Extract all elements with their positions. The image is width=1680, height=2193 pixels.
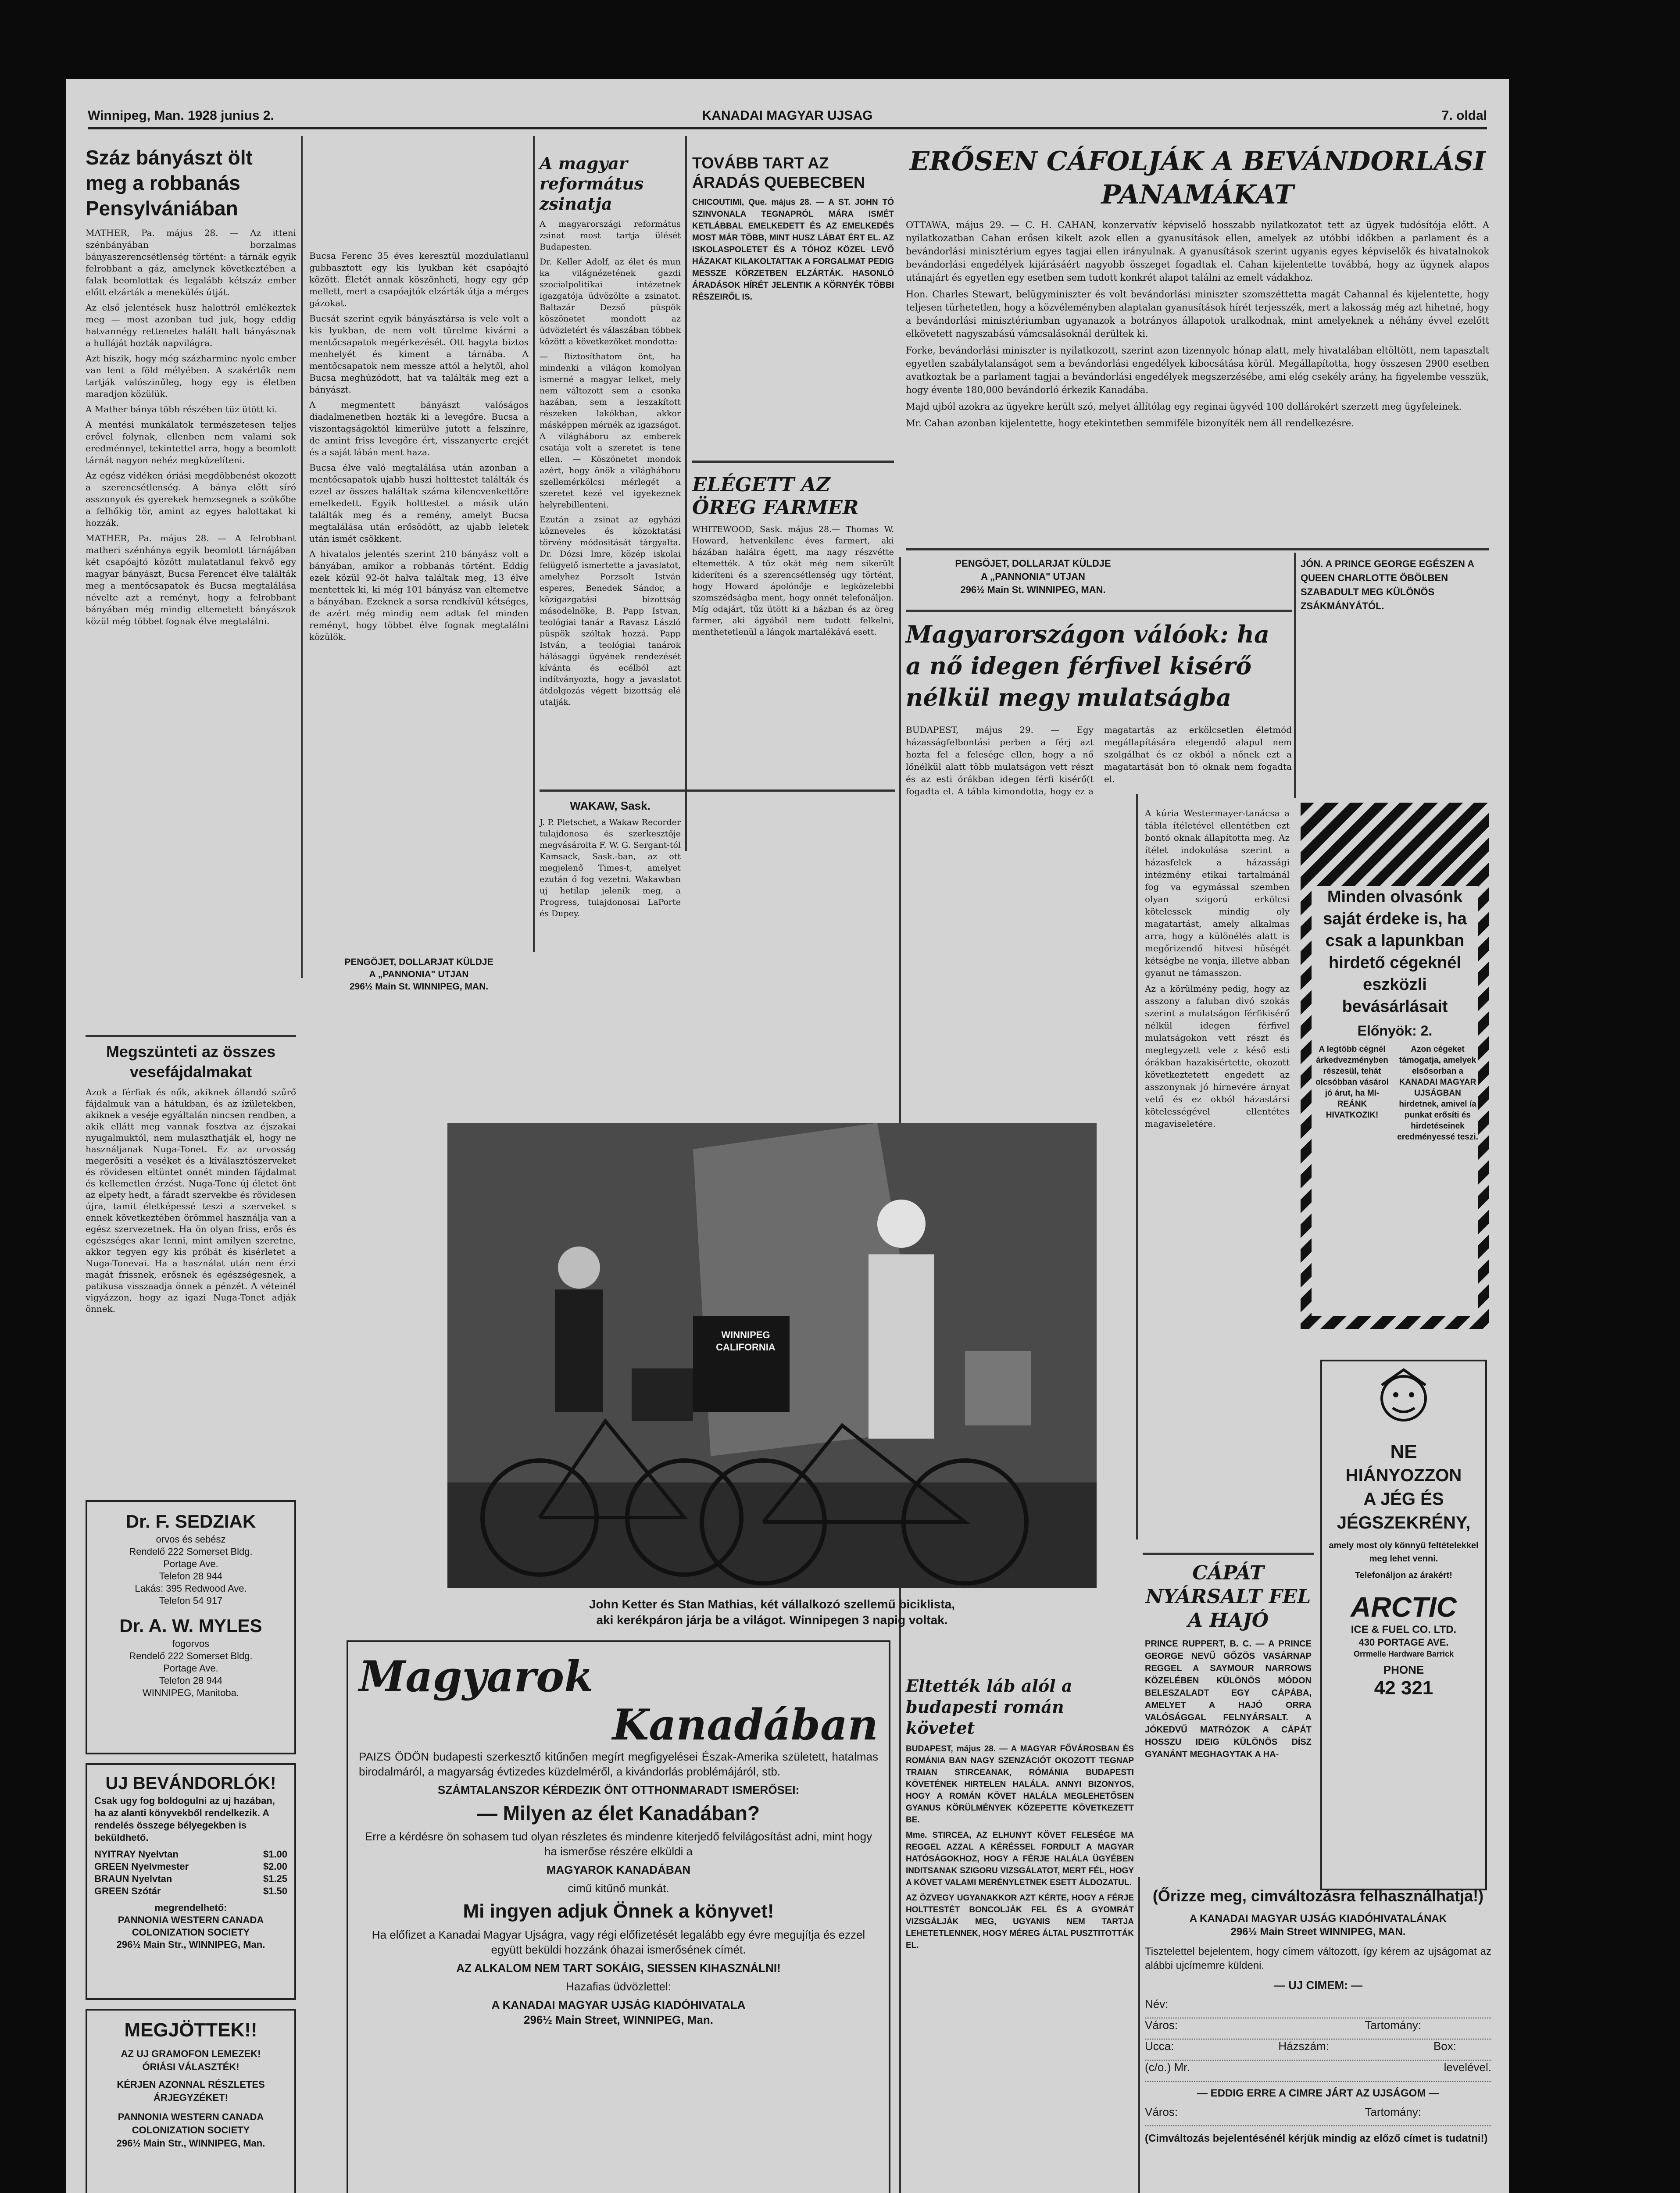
book-answer: Erre a kérdésre ön sohasem tud olyan részletes és mindenre kiterjedő felvilágosítást adni, mint hogy ha ismerőse részére elküldi a [365, 1830, 872, 1858]
mining-title: Száz bányászt ölt meg a robbanás Pensylvániában [86, 146, 253, 220]
header-masthead: KANADAI MAGYAR UJSAG [702, 108, 873, 123]
reformed-p2: Dr. Keller Adolf, az élet és mun ka világnézetének gazdi szocialpolitikai intézetnek igazgatója üdvözölte a zsinatot. Baltazár Dezső püspök köszönetet mondott az üdvözletért és válaszában többek között a következőket mondotta: [540, 257, 681, 346]
panama-p2: Hon. Charles Stewart, belügyminiszter és volt bevándorlási miniszter szomszéttetta magát Cahannal és kijelentette, hogy teljesen türhetetlen, hogy a közvéleményben alaptalan gyanusítások hírét terjesszék, mert a lakosság még azt hihetné, hogy a bevándorlási minisztériumban ugyanazok a botrányos állapotok uralkodnak, mint amelyeknek a néhány évvel ezelőtt elkövetett nagyszabású vámcsalásoknál derültek ki. [906, 289, 1489, 339]
book-greeting: Hazafias üdvözlettel: [566, 1980, 671, 1993]
caption-line2: aki kerékpáron járja be a világot. Winnipegen 3 napig voltak. [596, 1613, 948, 1627]
pannonia-line2: A „PANNONIA" UTJAN [981, 571, 1085, 582]
address-change-form [1145, 1886, 1491, 2146]
mining-cont-p4: Bucsa élve való megtalálása után azonban a mentőcsapatok ujabb huszi holttestet találták és ezzel az összes haláltak száma kilencvenkettőre emelkedett. Egyik holttestet a másik után találták meg és a remény, amelyt Bucsa megtalálása után erősödött, az ujabb leletek után ismét csökkent. [309, 462, 529, 544]
doctor1-title: orvos és sebész [156, 1534, 226, 1545]
arctic-line5: amely most oly könnyű feltételekkel meg lehet venni. [1329, 1541, 1479, 1564]
old-city-label[interactable]: Város: [1145, 2105, 1178, 2118]
readers-subtitle: Előnyök: 2. [1357, 1023, 1433, 1039]
book-price-row [94, 1885, 287, 1897]
nugatone-title: Megszünteti az összes vesefájdalmakat [106, 1043, 276, 1081]
records-ad [86, 2009, 296, 2193]
nugatone-body: Azok a férfiak és nők, akiknek állandó szűrő fájdalmuk van a hátukban, és az ízületekben, akiknek a veséje egyáltalán nincsen rendben, a akik ellátt meg vannak fosztva az éjszakai nyugalmuktól, nem mulaszthatják el, hogy ne használjanak Nuga-Tonet. Ez az orvosság megerősíti a veséket és a kiválasztószerveket és rövidesen eltüntet onnét minden fájdalmat és kellemetlen érzést. Nuga-Tone új életet önt az elpety hedt, a fáradt szervekbe és rövidesen újra, tamit életképessé teszi a szerveket s ennek következtében örömmel használja van a egész szervezetnek. Ha ön olyan friss, erős és egészséges akar lenni, mint amilyen szeretne, akkor tegyen egy kis próbát és kisérletet a Nuga-Tonevai. Ha a használat után nem érzi magát frissnek, erősnek és egészségesnek, a patikusa visszaadja önnek a pénzét. A véteinél vigyázzon, hogy az igazi Nuga-Tonet adják önnek. [86, 1087, 296, 1314]
arctic-line2: HIÁNYOZZON [1345, 1466, 1462, 1485]
arctic-company: ICE & FUEL CO. LTD. [1351, 1624, 1457, 1636]
book-publisher: A KANADAI MAGYAR UJSÁG KIADÓHIVATALA [491, 1998, 746, 2011]
address-form-title: (Őrizze meg, cimváltozásra felhasználhatja!) [1152, 1887, 1484, 1905]
readers-benefit-2: Azon cégeket támogatja, amelyek elsősorban a KANADAI MAGYAR UJSÁGBAN hirdetnek, amivel ía punkat erősíti és hirdetéseinek eredményessé teszi. [1397, 1045, 1478, 1142]
books-title: UJ BEVÁNDORLÓK! [105, 1774, 276, 1793]
books-address: 296½ Main Str., WINNIPEG, Man. [116, 1939, 265, 1950]
reformed-article [540, 154, 681, 711]
address-form-to1: A KANADAI MAGYAR UJSÁG KIADÓHIVATALÁNAK [1189, 1913, 1447, 1925]
book-price-label: $1.50 [263, 1886, 287, 1897]
column-rule [1136, 794, 1138, 1539]
book-question: — Milyen az élet Kanadában? [477, 1802, 760, 1825]
column-rule [1294, 553, 1296, 798]
book-conditions: Ha előfizet a Kanadai Magyar Ujságra, vagy régi előfizetését legalább egy évre megujítja és ezzel együtt beküldi hozzánk óhazai ismerősének címét. [372, 1928, 865, 1956]
book-price-label: $1.00 [263, 1849, 287, 1860]
old-province-label[interactable]: Tartomány: [1365, 2105, 1421, 2118]
pannonia-ad-1 [309, 956, 529, 993]
shark-article [1145, 1561, 1312, 1761]
mining-p3: Azt hiszik, hogy még százharminc nyolc ember van lent a föld mélyében. A szakértők nem tartják valószinűleg, hogy egy is életben maradjon közülük. [86, 353, 296, 399]
book-name-label: GREEN Nyelvmester [94, 1861, 189, 1872]
panama-article [906, 145, 1489, 433]
divorce-article [906, 618, 1292, 719]
mining-cont-p2: Bucsát szerint egyik bányásztársa is vele volt a kis lyukban, de nem volt türelme kivárni a mentőcsapatok megérkezését. Ott hagyta biztos menhelyét és kiment a tárnába. A mentőcsapatok nem messze attól a helytől, ahol Bucsa meghúzódott, hat va találták meg ezt a bányászt. [309, 313, 529, 395]
book-title1: Magyarok [359, 1652, 593, 1701]
arctic-brand: ARCTIC [1351, 1591, 1457, 1623]
mining-p7: MATHER, Pa. május 28. — A felrobbant matheri szénhánya egyik beomlott tárnájában két csapóajtó között mulatatlanul fekvő egy magyar bányászt, Bucsa Ferencet élve találták meg a mentőcsapatok és Bucsa megtalálása névelte azt a reményt, hogy a felrobbant bányában még mindig eltemetett bányászok közül még többet fognak élve megtalálni. [86, 533, 296, 626]
book-free-offer: Mi ingyen adjuk Önnek a könyvet! [463, 1900, 774, 1922]
doctor2-street: Portage Ave. [163, 1663, 218, 1674]
romanian-title: Eltették láb alól a budapesti román követet [906, 1676, 1072, 1738]
new-address-heading: — UJ CIMEM: — [1273, 1979, 1363, 1992]
romanian-envoy-article [906, 1675, 1134, 1955]
pannonia-line3: 296½ Main St. WINNIPEG, MAN. [960, 584, 1106, 595]
province-label[interactable]: Tartomány: [1365, 2018, 1421, 2032]
arctic-ad [1320, 1360, 1487, 1890]
doctors-ad [86, 1500, 296, 1754]
doctor1-office: Rendelő 222 Somerset Bldg. [129, 1546, 253, 1557]
divider [906, 548, 1489, 550]
doctor1-phone: Telefon 28 944 [159, 1571, 223, 1582]
reformed-p3: — Biztosíthatom önt, ha mindenki a világon komolyan ismerné a magyar lelket, mely nem változott sem a csonka hazában, sem a leszakított részeken lakókban, akkor másképpen mérnék az igazságot. A világháboru az emberek csatája volt a szeretet is tene ellen. — Köszönetet mondok azért, hogy önök a világháboru szellemérkölcsi mérlegét a szeretet kezé vel igyekeznek helyrebillenteni. [540, 352, 681, 510]
address-form-intro: Tisztelettel bejelentem, hogy címem változott, így kérem az ujságomat az alábbi ujcímemre küldeni. [1145, 1946, 1491, 1972]
wakaw-article [540, 798, 681, 923]
mining-cont-p3: A megmentett bányászt valóságos diadalmenetben hozták ki a levegőre. Bucsa a viszontagságoktól kimerülve jutott a felszínre, de amint friss levegőre ért, visszanyerte erejét és a saját lábán ment haza. [309, 400, 529, 457]
doctor2-phone: Telefon 28 944 [159, 1675, 223, 1686]
panama-p5: Mr. Cahan azonban kijelentette, hogy etekintetben semmiféle bizonyíték nem áll rendelkezésre. [906, 418, 1355, 429]
divorce-p3: Az a körülmény pedig, hogy az asszony a faluban divó szokás szerint a mulatságon férfikisérő nélkül idegen férfivel mulatságokon vett részt és megtegyzett vele z késő esti órákban hazakisértette, okozott következtetett engedett az asszonynak jó hírnevére árnyat vető és ez okból házastársi kötelességével ellentétes magaviseletére. [1145, 983, 1290, 1129]
arctic-address2: Orrmelle Hardware Barrick [1353, 1650, 1454, 1658]
street-row [1145, 2039, 1491, 2061]
doctor2-office: Rendelő 222 Somerset Bldg. [129, 1650, 253, 1661]
book-question-intro: SZÁMTALANSZOR KÉRDEZIK ÖNT OTTHONMARADT ISMERŐSEI: [437, 1783, 800, 1797]
reformed-p1: A magyarországi református zsinat most tartja ülését Budapesten. [540, 219, 681, 252]
doctor1-street: Portage Ave. [163, 1558, 218, 1569]
records-line2: ÓRIÁSI VÁLASZTÉK! [142, 2061, 239, 2072]
photo-caption [447, 1597, 1097, 1628]
pannonia-line3: 296½ Main St. WINNIPEG, MAN. [349, 982, 489, 992]
panama-p3: Forke, bevándorlási miniszter is nyilatkozott, szerint azon tizennyolc hónap alatt, mely hivatalában eltöltött, nem tapasztalt egyetlen szabálytalanságot sem a bevándorlási engedélyek kibocsátása körül. Megállapította, hogy összesen 2900 esetben avatkoztak be a parlament tagjai a bevándorlási engedélyek megszerzésébe, ami elég csekély arány, ha figyelembe vesszük, hogy évente 180,000 bevándorló érkezik Kanadába. [906, 345, 1489, 395]
caption-line1: John Ketter és Stan Mathias, két vállalkozó szellemű biciklista, [589, 1597, 955, 1611]
farmer-article [692, 474, 894, 641]
arctic-line3: A JÉG ÉS [1363, 1489, 1444, 1509]
divider [86, 1035, 296, 1037]
mining-p2: Az első jelentések husz halottról emlékeztek meg — most azonban tud juk, hogy eddig hatvannégy rettenetes halált halt bányásznak a hulláját hozták napvilágra. [86, 302, 296, 348]
newspaper-page [66, 79, 1509, 2193]
column-rule [301, 136, 303, 978]
records-address: 296½ Main Str., WINNIPEG, Man. [116, 2138, 265, 2149]
doctor1-home: Lakás: 395 Redwood Ave. [135, 1583, 247, 1594]
divider [540, 789, 895, 792]
mining-article-cont [309, 250, 529, 646]
book-price-label: $2.00 [263, 1861, 287, 1872]
divorce-p1: BUDAPEST, május 29. — Egy házasságfelbontási perben a férj azt hozta fel a felesége ellen, hogy a nő lőnélkül alatt több mulatságon vett részt és az esti órákban idegen férfi kisérő(t fogadta el. A tábla kimondotta, hogy ez a magatartás az erkölcsetlen életmód megállapítására elegendő alapul nem szolgálhat és ez okból a nőnek ezt a magatartását bon tó oknak nem fogadta el. [906, 725, 1292, 796]
mining-cont-p1: Bucsa Ferenc 35 éves keresztül mozdulatlanul gubbasztott egy kis lyukban két csapóajtó között. Életét annak köszönheti, hogy egy gép mellett, mert a csapóajtók elzárták útja a mérges gázokat. [309, 250, 529, 308]
doctor2-city: WINNIPEG, Manitoba. [142, 1687, 239, 1698]
column-rule [899, 1544, 901, 2193]
book-price-label: $1.25 [263, 1873, 287, 1884]
divorce-body [1145, 807, 1290, 1133]
panama-title: ERŐSEN CÁFOLJÁK A BEVÁNDORLÁSI PANAMÁKAT [909, 146, 1486, 210]
page-header [88, 103, 1487, 129]
arctic-line6: Telefonáljon az árakért! [1355, 1571, 1452, 1580]
divider [692, 461, 894, 463]
quebec-title: TOVÁBB TART AZ ÁRADÁS QUEBECBEN [692, 154, 865, 191]
books-list [94, 1848, 287, 1897]
romanian-p2: Mme. STIRCEA, AZ ELHUNYT KÖVET FELESÉGE MA REGGEL AZZAL A KÉRÉSSEL FORDULT A MAGYAR HATÓSÁGOKHOZ, HOGY A FÉRJE HALÁLA ÜGYÉBEN INDITSANAK SZIGORU VIZSGÁLATOT, MERT FÉL, HOGY A KÖVET VALAMI MERÉNYLETNEK ESETT ÁLDOZATUL. [906, 1831, 1134, 1887]
doctor1-name: Dr. F. SEDZIAK [125, 1511, 256, 1532]
mining-p4: A Mather bánya több részében tüz ütött ki. [86, 404, 278, 414]
records-line3: KÉRJEN AZONNAL RÉSZLETES ÁRJEGYZÉKET! [117, 2079, 265, 2103]
divorce-p2: A kúria Westermayer-tanácsa a tábla ítéletével ellentétben ezt bontó oknak állapította meg. Az ítélet indokolása szerint a házasfelek a házassági intézmény etikai tartalmánál fog va egymással szemben olyan szigorú erkölcsi kötelessek mindig oly magatartást, amely alkalmas arra, hogy a különélés alatt is megőrizendő hitvesi hűségét kétségbe ne vonja, illetve abban gyanut ne támasszon. [1145, 808, 1290, 978]
arctic-line4: JÉGSZEKRÉNY, [1337, 1513, 1471, 1532]
old-address-heading: — EDDIG ERRE A CIMRE JÁRT AZ UJSÁGOM — [1197, 2087, 1440, 2099]
care-of-row [1145, 2061, 1491, 2082]
divider [1143, 1553, 1314, 1555]
book-address: 296½ Main Street, WINNIPEG, Man. [524, 2013, 713, 2026]
shark-cont-text: JÓN. A PRINCE GEORGE EGÉSZEN A QUEEN CHARLOTTE ÖBÖLBEN SZABADULT MEG KÜLÖNÖS ZSÁKMÁNYÁTÓL. [1301, 558, 1474, 611]
divorce-lead [906, 724, 1292, 801]
city-province-row [1145, 2018, 1491, 2039]
name-field[interactable] [1145, 1997, 1491, 2018]
shark-title: CÁPÁT NYÁRSALT FEL A HAJÓ [1145, 1562, 1311, 1632]
arctic-line1: NE [1390, 1441, 1417, 1462]
quebec-article [692, 154, 894, 303]
divorce-title: Magyarországon válóok: ha a nő idegen férfivel kisérő nélkül megy mulatságba [906, 620, 1270, 711]
doctor2-name: Dr. A. W. MYLES [119, 1615, 262, 1636]
records-line1: AZ UJ GRAMOFON LEMEZEK! [121, 2048, 261, 2059]
mining-p5: A mentési munkálatok természetesen teljes erővel folynak, ellenben nem valami sok eredménnyel, tekintettel arra, hogy a beomlott tárnát nagyon nehéz megközelíteni. [86, 419, 296, 465]
farmer-body: WHITEWOOD, Sask. május 28.— Thomas W. Howard, hetvenkilenc éves farmert, aki házában halálra égett, ma nagy részvétte eltemették. A tűz okát még nem sikerült kideríteni és a szerencsétlenség ugy történt, hogy Howard ápolónője e legközelebbi szomszédságba ment, hogy onnét telefonáljon. Míg odajárt, tűz ütött ki a házban és az öreg farmer, aki ágyából nem tudott felkelni, menthetetlenül a lángok martalékává esett. [692, 525, 894, 637]
mining-p6: Az egész vidéken óriási megdöbbenést okozott a szerencsétlenség. A bánya előtt síró asszonyok és gyerekek hemzsegnek a szökőbe a felhőkig tör, amint az egyes halottakat ki hozzák. [86, 470, 296, 528]
street-label[interactable]: Ucca: [1145, 2039, 1174, 2053]
farmer-title: ELÉGETT AZ ÖREG FARMER [692, 474, 859, 519]
ice-man-icon [1364, 1368, 1443, 1438]
arctic-phone: 42 321 [1374, 1677, 1433, 1699]
records-title: MEGJÖTTEK!! [124, 2019, 257, 2041]
book-price-row [94, 1873, 287, 1885]
wakaw-title: WAKAW, Sask. [570, 799, 651, 812]
book-desc: PAIZS ÖDÖN budapesti szerkesztő kitűnően megírt megfigyelései Észak-Amerika született, hatalmas birodalmáról, a magyarság évtizedes küzdelméről, a kivándorlás problémájáról, stb. [359, 1750, 878, 1778]
book-name-sub: cimű kitűnő munkát. [568, 1882, 669, 1895]
book-price-row [94, 1848, 287, 1861]
bicycle-sign: WINNIPEG CALIFORNIA [716, 1329, 776, 1353]
book-hurry: AZ ALKALOM NEM TART SOKÁIG, SIESSEN KIHASZNÁLNI! [456, 1961, 781, 1975]
old-city-row [1145, 2105, 1491, 2126]
book-name-label: GREEN Szótár [94, 1886, 161, 1897]
pannonia-line1: PENGÖJET, DOLLARJAT KÜLDJE [955, 558, 1111, 569]
records-society: PANNONIA WESTERN CANADA COLONIZATION SOCIETY [118, 2111, 264, 2136]
romanian-p3: AZ ÖZVEGY UGYANAKKOR AZT KÉRTE, HOGY A FÉRJE HOLTTESTÉT BONCOLJÁK FEL ÉS A GYOMRÁT VIZSGÁLJÁK MEG, UGYANIS NEM TARTJA LEHETETLENNEK, HOGY MÉREG ÁLTAL PUSZTITOTTÁK EL. [906, 1893, 1134, 1950]
cyclists-illustration [447, 1123, 1097, 1588]
name-label: Név: [1145, 1997, 1169, 2011]
book-name: MAGYAROK KANADÁBAN [546, 1863, 691, 1876]
care-of-suffix: levelével. [1444, 2061, 1491, 2074]
column-rule [533, 136, 535, 952]
books-order-label: megrendelhető: [154, 1902, 227, 1913]
book-name-label: BRAUN Nyelvtan [94, 1873, 172, 1884]
doctor1-home-phone: Telefon 54 917 [159, 1595, 223, 1606]
reformed-p4: Ezután a zsinat az egyházi közneveles és közoktatási törvény módositását tárgyalta. Dr. Dózsi Imre, közép iskolai felügyelő ismertette a javaslatot, amelyhez Porzsolt István esperes, Benedek Sándor, a közigazgatási bizottság másodelnöke, B. Papp Istvan, teológiai tanár a Ravasz László püspök szóltak hozzá. Papp István, a teológiai tanárok hálásaggi ügyének rendezését kívánta és ecélból azt indítványozta, hogy a javaslatot átdolgozás végett bizottság elé utalják. [540, 515, 681, 707]
books-ad [86, 1763, 296, 2000]
city-label[interactable]: Város: [1145, 2018, 1178, 2032]
books-intro: Csak ugy fog boldogulni az uj hazában, ha az alanti könyvekből rendelkezik. A rendelés összege bélyegekben is beküldhető. [94, 1795, 275, 1843]
reformed-title: A magyar református zsinatja [540, 154, 644, 214]
mining-article [86, 145, 296, 631]
column-rule [1138, 1877, 1140, 2193]
quebec-body: CHICOUTIMI, Que. május 28. — A ST. JOHN TÓ SZINVONALA TEGNAPRÓL MÁRA ISMÉT KETLÁBBAL EMELKEDETT ÉS AZ EMELKEDÉS MOST MÁR TÖBB, MINT HUSZ LÁBAT ÉRT EL. AZ ISKOLASPOLETET ÉS A TÓHOZ KÖZEL LEVŐ HÁZAKAT KILAKOLTATTAK A FORGALMAT PEDIG MESSZE KÖRZETBEN ELZÁRTÁK. HASONLÓ ÁRADÁSOK HÍRÉT JELENTIK A KÖRNYÉK TÖBBI RÉSZEIRŐL IS. [692, 198, 894, 302]
pannonia-line1: PENGÖJET, DOLLARJAT KÜLDJE [344, 957, 493, 967]
books-society: PANNONIA WESTERN CANADA COLONIZATION SOCIETY [118, 1914, 264, 1938]
mining-cont-p5: A hivatalos jelentés szerint 210 bányász volt a bányában, amikor a robbanás történt. Eddig ezek közül 92-öt halva találtak meg, 13 élve mentettek ki, ki még 101 bányász van eltemetve a bányában. Ezeknek a sorsa rendkívül kétséges, de azért még mindig nem adtak fel minden reményt, hogy többet élve fognak megtalálni közülök. [309, 549, 529, 642]
care-of-label[interactable]: (c/o.) Mr. [1145, 2061, 1190, 2074]
wakaw-body: J. P. Pletschet, a Wakaw Recorder tulajdonosa és szerkesztője megvásárolta F. W. G. Sergant-tól Kamsack, Sask.-ban, az ott megjelenő Times-t, amelyet ezután ő fog vezetni. Wakawban uj hetilap jelenik meg, a Progress, tulajdonosai LaPorte és Dupey. [540, 818, 681, 918]
arctic-address: 430 PORTAGE AVE. [1358, 1637, 1449, 1648]
pannonia-ad-2 [906, 557, 1160, 596]
pannonia-line2: A „PANNONIA" UTJAN [369, 969, 469, 979]
romanian-p1: BUDAPEST, május 28. — A MAGYAR FŐVÁROSBAN ÉS ROMÁNIA BAN NAGY SZENZÁCIÓT OKOZOTT TEGNAP TRAIAN STIRCEANAK, RÓMÁNIA BUDAPESTI KÖVETÉNEK HIRTELEN HALÁLA. ANNYI BIZONYOS, HOGY A ROMÁN KÖVET HALÁLA MEGLEHETŐSEN GYANUS KÖRÜLMÉNYEK KÖZEPETTE KÖVETKEZETT BE. [906, 1744, 1134, 1825]
mining-p1: MATHER, Pa. május 28. — Az itteni szénbányában borzalmas bányaszerencsétlenség történt: a tárnák egyik felrobbant a gáz, amelynek következtében a falak beomlottak és legalább kétszáz ember előtt elzárták a menekülés útját. [86, 228, 296, 297]
cyclists-photo [447, 1123, 1097, 1588]
box-label[interactable]: Box: [1433, 2039, 1456, 2053]
panama-p4: Majd ujból azokra az ügyekre került szó, melyet állítólag egy reginai ügyvéd 100 dollárokért szerzett meg ügyfeleinek. [906, 401, 1462, 412]
readers-ad [1312, 886, 1478, 1316]
column-rule [685, 136, 687, 851]
book-price-row [94, 1861, 287, 1873]
shark-body: PRINCE RUPPERT, B. C. — A PRINCE GEORGE NEVŰ GŐZÖS VASÁRNAP REGGEL A SAYMOUR NARROWS KÖZELÉBEN KÜLÖNÖS MÓDON BELESZALADT EGY CÁPÁBA, AMELYET A HAJÓ ORRA VALÓSÁGGAL FELNYÁRSALT. A JÓKEDVŰ MATRÓZOK A CÁPÁT HOSSZU IDEIG KÜLÖNÖS DÍSZ GYANÁNT MEGHAGYTAK A HA- [1145, 1639, 1312, 1759]
panama-p1: OTTAWA, május 29. — C. H. CAHAN, konzervatív képviselő hosszabb nyilatkozatot tett az ügyek tudósítója előtt. A nyilatkozatban Cahan erősen kikelt azok ellen a gyanusítások ellen, amelyek az utóbbi időkben a parlament és a bevándorlási minisztérium egyes tagjai ellen irányulnak. A gyanusítások szerint ugyanis egyes képviselők és hivatalnokok bevándorlási engedélyek kijárásáért nagyobb összeget fogadtak el. Cahan kijelentette továbbá, hogy az ügynek alapos utánajárt és egyetlen egy esetben sem tudott konkrét alapot találni az emelt vádakhoz. [906, 220, 1489, 283]
readers-title: Minden olvasónk saját érdeke is, ha csak a lapunkban hirdető cégeknél eszközli bevásárlásait [1323, 888, 1467, 1016]
readers-benefit-1: A legtöbb cégnél árkedvezményben részesül, tehát olcsóbban vásárol jó árut, ha MI-REÁNK HIVATKOZIK! [1315, 1045, 1389, 1120]
nugatone-ad [86, 1042, 296, 1318]
arctic-phone-label: PHONE [1383, 1663, 1424, 1676]
book-offer-ad [347, 1640, 890, 2193]
address-form-to2: 296½ Main Street WINNIPEG, MAN. [1230, 1926, 1406, 1938]
doctor2-title: fogorvos [172, 1638, 210, 1649]
book-title2: Kanadában [612, 1700, 878, 1750]
address-form-note: (Cimváltozás bejelentésénél kérjük mindig az előző címet is tudatni!) [1145, 2132, 1488, 2144]
book-name-label: NYITRAY Nyelvtan [94, 1849, 179, 1860]
header-page-number: 7. oldal [1441, 108, 1487, 123]
divider [906, 610, 1292, 612]
house-number-label[interactable]: Házszám: [1278, 2039, 1329, 2053]
header-date: Winnipeg, Man. 1928 junius 2. [88, 108, 274, 123]
